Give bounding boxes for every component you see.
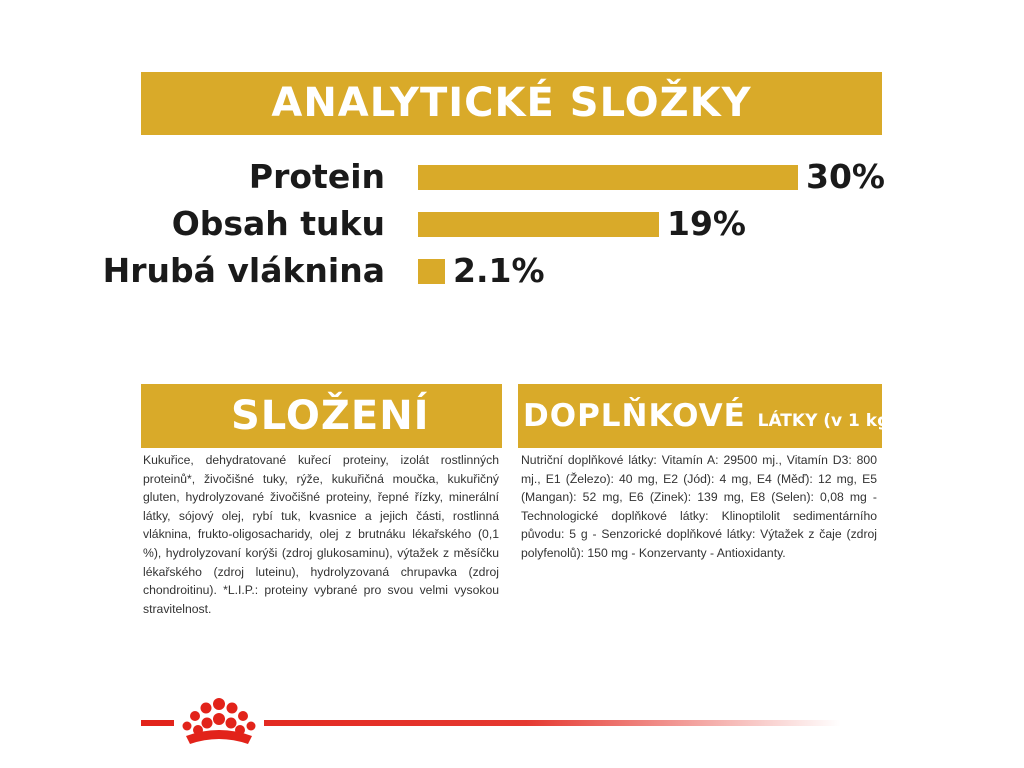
nutrient-bar (418, 212, 659, 237)
additives-title-main: DOPLŇKOVÉ (523, 398, 758, 434)
analytic-title: ANALYTICKÉ SLOŽKY (271, 80, 752, 126)
nutrient-value: 19% (667, 204, 746, 243)
nutrient-label: Hrubá vláknina (102, 251, 385, 290)
nutrient-row-fat (0, 202, 1024, 246)
nutrient-label: Obsah tuku (171, 204, 385, 243)
nutrient-row-fiber (0, 249, 1024, 293)
nutrient-bar (418, 259, 445, 284)
additives-text: Nutriční doplňkové látky: Vitamín A: 29500 mj., Vitamín D3: 800 mj., E1 (Železo): 40 mg, E2 (Jód): 4 mg, E4 (Měď): 12 mg, E5 (Mangan): 52 mg, E6 (Zinek): 139 mg, E8 (Selen): 0,08 mg - Technologické doplňkové látky: Klinoptilolit sedimentárního původu: 5 g - Senzorické doplňkové látky: Výtažek z čaje (zdroj polyfenolů): 150 mg - Konzervanty - Antioxidanty. (521, 453, 877, 560)
analytic-title-banner (141, 72, 882, 135)
nutrient-value: 2.1% (453, 251, 545, 290)
nutrient-value: 30% (806, 157, 885, 196)
composition-title-banner (141, 384, 502, 448)
composition-text: Kukuřice, dehydratované kuřecí proteiny, izolát rostlinných proteinů*, živočišné tuky, rýže, kukuřičná moučka, kukuřičný gluten, hydrolyzované živočišné proteiny, řepné řízky, minerální látky, sójový olej, rybí tuk, kvasnice a jejich části, rostlinná vláknina, frukto-oligosacharidy, olej z brutnáku lékařského (0,1 %), hydrolyzovaní korýši (zdroj glukosaminu), výtažek z měsíčku lékařského (zdroj luteinu), hydrolyzovaná chrupavka (zdroj chondroitinu). *L.I.P.: proteiny vybrané pro svou velmi vysokou stravitelnost. (143, 453, 499, 616)
composition-title: SLOŽENÍ (231, 393, 430, 439)
nutrient-bar (418, 165, 798, 190)
additives-title-small: LÁTKY (v 1 kg) (757, 411, 898, 431)
nutrient-label: Protein (248, 157, 385, 196)
royal-canin-crown-icon (174, 692, 264, 748)
additives-title-banner (518, 384, 898, 448)
nutrient-row-protein (0, 155, 1024, 199)
